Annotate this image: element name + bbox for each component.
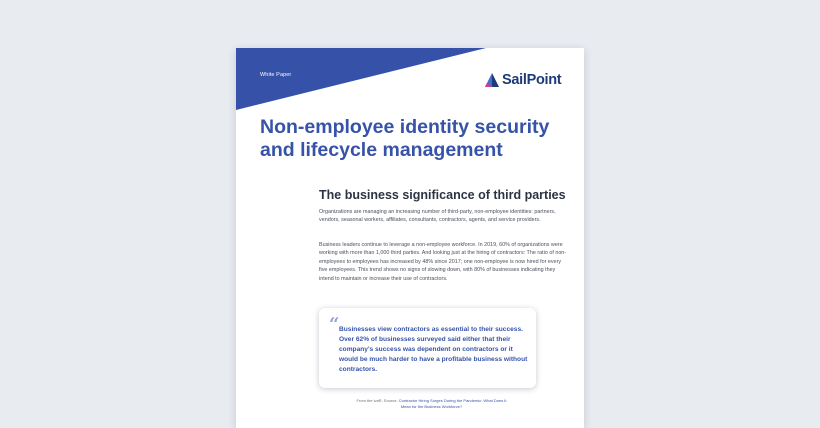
pull-quote-card [319,308,536,388]
sailpoint-logo [484,72,561,88]
title-line-1: Non-employee identity security [260,116,550,138]
sailpoint-logo-icon [484,72,500,88]
source-citation [354,398,509,410]
title-line-2: and lifecycle management [260,139,503,161]
quote-mark-icon: “ [329,314,340,335]
paragraph-1: Organizations are managing an increasing number of third-party, non-employee identities: partners, vendors, seasonal workers, affiliates, consultants, contractors, agents, and service providers. [319,209,556,224]
source-link[interactable]: Contractor Hiring Surges During the Pandemic: What Does It Mean for the Business Workforce? [398,398,507,409]
document-page [236,48,584,428]
paragraph-2: Business leaders continue to leverage a non-employee workforce. In 2019, 60% of organizations were working with more than 1,000 third parties. And looking just at the hiring of contractors: The ratio of non-employees to employees has increased by 48% since 2017; one non-employee is now hired for every five employees. This trend shows no signs of slowing down, with 80% of businesses indicating they intend to maintain or increase their use of contractors. [319,242,567,282]
sailpoint-logo-text: SailPoint [502,72,562,88]
source-prefix: From the ivaR, Source: [356,398,398,403]
document-type-label: White Paper [260,72,292,78]
pull-quote-text: Businesses view contractors as essential to their success. Over 62% of businesses surveyed said either that their company's success was dependent on contractors or it would be much harder to have a profitable business without contractors. [339,326,528,373]
section-heading: The business significance of third parties [319,188,566,202]
document-title [260,116,580,162]
